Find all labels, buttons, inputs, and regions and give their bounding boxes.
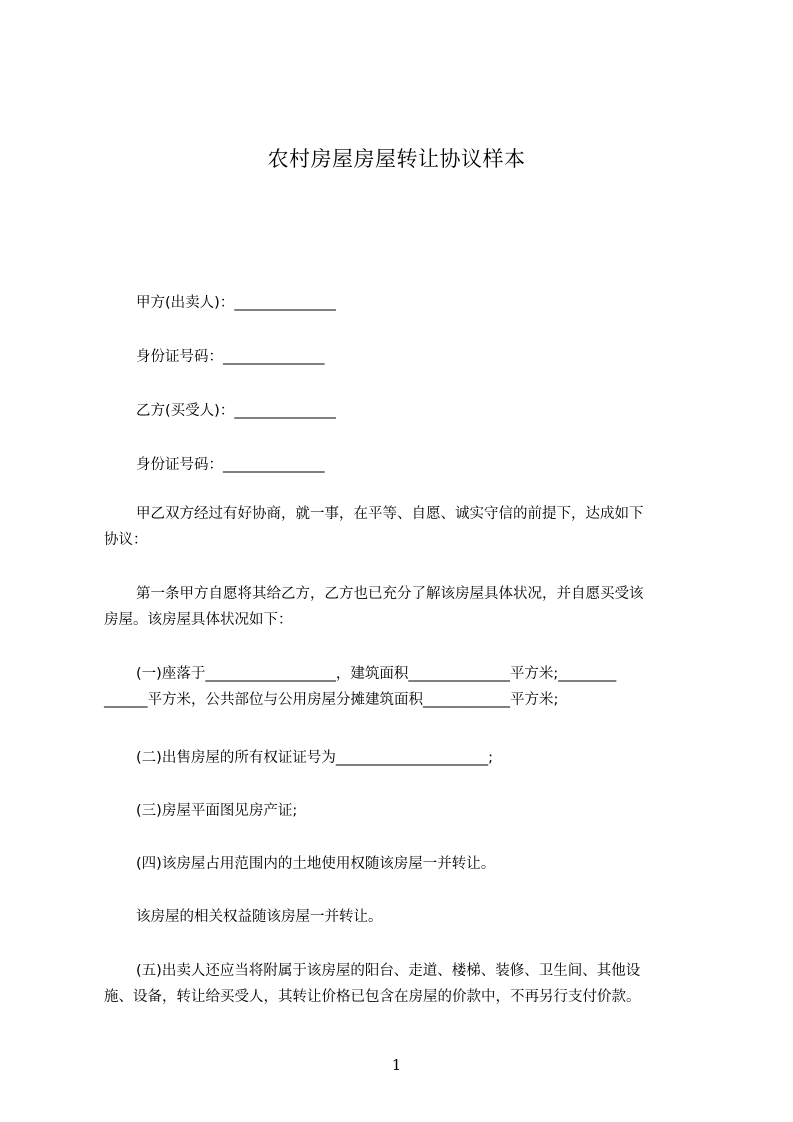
article-1-line-1: 第一条甲方自愿将其给乙方，乙方也已充分了解该房屋具体状况，并自愿买受该: [136, 586, 644, 602]
document-title: 农村房屋房屋转让协议样本: [267, 147, 526, 171]
article-1-paragraph: [104, 581, 704, 633]
page-number: 1: [391, 1056, 402, 1074]
item-1-paragraph: [104, 661, 704, 713]
party-b-id-line: 身份证号码：______________: [136, 457, 325, 473]
item-5-line-2: 施、设备，转让给买受人，其转让价格已包含在房屋的价款中，不再另行支付价款。: [104, 989, 641, 1005]
party-b-line: 乙方(买受人)：______________: [136, 403, 336, 419]
party-a-line: 甲方(出卖人)：______________: [136, 295, 336, 311]
item-1-line-2: ______平方米，公共部位与公用房屋分摊建筑面积____________平方米;: [104, 692, 559, 708]
article-1-line-2: 房屋。该房屋具体状况如下：: [104, 612, 293, 628]
item-5-paragraph: [104, 958, 704, 1010]
item-2-line: (二)出售房屋的所有权证证号为_____________________;: [136, 750, 493, 766]
intro-line-2: 协议：: [104, 532, 148, 548]
item-1-line-1: (一)座落于__________________，建筑面积______________平方米;________: [136, 666, 617, 682]
item-4-line: (四)该房屋占用范围内的土地使用权随该房屋一并转让。: [136, 856, 496, 872]
intro-paragraph: [104, 501, 704, 553]
party-a-id-line: 身份证号码：______________: [136, 349, 325, 365]
item-5-line-1: (五)出卖人还应当将附属于该房屋的阳台、走道、楼梯、装修、卫生间、其他设: [136, 963, 641, 979]
item-3-line: (三)房屋平面图见房产证;: [136, 803, 298, 819]
rights-line: 该房屋的相关权益随该房屋一并转让。: [136, 909, 383, 925]
intro-line-1: 甲乙双方经过有好协商，就一事，在平等、自愿、诚实守信的前提下，达成如下: [136, 506, 644, 522]
